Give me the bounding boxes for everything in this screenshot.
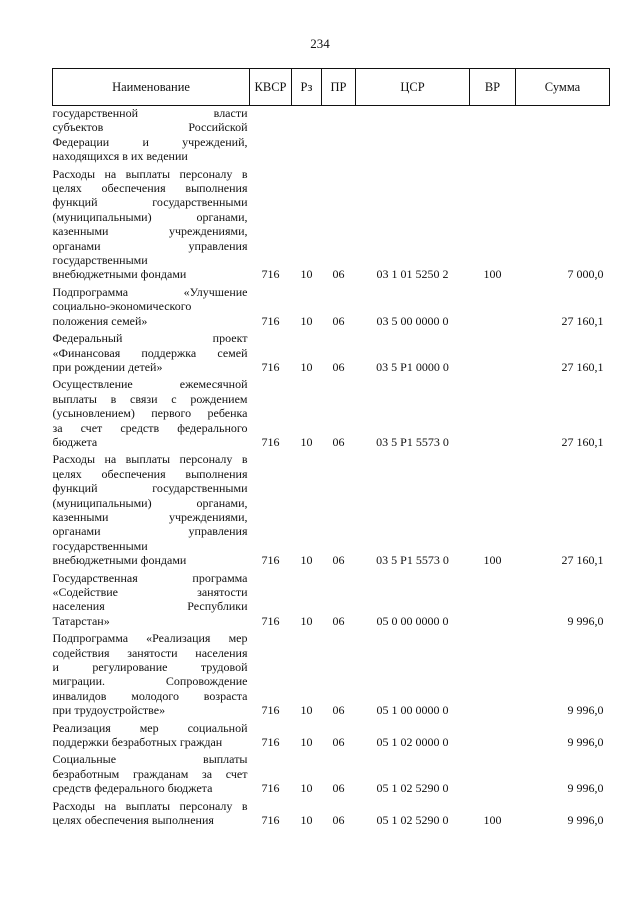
row-name-line: внебюджетными фондами — [52, 267, 187, 282]
row-kvsr — [250, 106, 292, 167]
row-name-line: населения Республики — [52, 599, 248, 614]
row-name-line: Федерации и учреждений, — [52, 134, 248, 149]
row-sum: 27 160,1 — [561, 359, 604, 374]
row-name-line: «Финансовая поддержка семей — [52, 345, 248, 360]
row-name — [53, 106, 250, 167]
row-csr: 03 5 P1 5573 0 — [376, 434, 449, 449]
row-rz — [292, 106, 322, 167]
row-name — [53, 285, 250, 331]
row-vr — [470, 377, 516, 452]
row-name-line: Расходы на выплаты персоналу в — [52, 798, 248, 813]
row-csr: 05 1 00 0000 0 — [376, 703, 449, 718]
table-header — [53, 69, 610, 106]
header-pr: ПР — [322, 69, 356, 106]
row-name-line: целях обеспечения выполнения — [52, 813, 214, 828]
row-pr: 06 — [332, 313, 345, 328]
row-rz: 10 — [300, 781, 313, 796]
row-sum: 27 160,1 — [561, 553, 604, 568]
row-rz: 10 — [300, 813, 313, 828]
row-name-line: поддержки безработных граждан — [52, 735, 223, 750]
header-rz: Рз — [292, 69, 322, 106]
row-vr: 100 — [483, 813, 502, 828]
row-name-line: Расходы на выплаты персоналу в — [52, 166, 248, 181]
row-name — [53, 631, 250, 720]
row-name-line: казенными учреждениями, — [52, 224, 248, 239]
row-vr — [470, 571, 516, 632]
page-number: 234 — [310, 36, 330, 51]
row-name-line: Подпрограмма «Улучшение — [52, 284, 248, 299]
row-sum: 9 996,0 — [567, 781, 604, 796]
row-name-line: целях обеспечения выполнения — [52, 466, 248, 481]
row-csr: 03 1 01 5250 2 — [376, 267, 449, 282]
row-name-line: содействия занятости населения — [52, 645, 248, 660]
row-rz: 10 — [300, 359, 313, 374]
row-name — [53, 452, 250, 570]
table-row — [53, 752, 610, 798]
row-name — [53, 377, 250, 452]
table-row — [53, 167, 610, 285]
row-pr: 06 — [332, 813, 345, 828]
table-row — [53, 331, 610, 377]
row-name-line: органами управления — [52, 524, 248, 539]
row-name — [53, 752, 250, 798]
row-name-line: находящихся в их ведении — [52, 149, 188, 164]
row-sum: 9 996,0 — [567, 813, 604, 828]
row-sum — [516, 106, 610, 167]
row-name — [53, 167, 250, 285]
row-kvsr: 716 — [261, 267, 280, 282]
table-row — [53, 571, 610, 632]
row-name-line: и регулирование трудовой — [52, 660, 248, 675]
row-vr — [470, 285, 516, 331]
row-name-line: миграции. Сопровождение — [52, 674, 248, 689]
row-vr: 100 — [483, 267, 502, 282]
row-kvsr: 716 — [261, 781, 280, 796]
row-name-line: Государственная программа — [52, 570, 248, 585]
row-sum: 9 996,0 — [567, 613, 604, 628]
row-pr: 06 — [332, 703, 345, 718]
row-name-line: выплаты в связи с рождением — [52, 391, 248, 406]
row-csr: 05 0 00 0000 0 — [376, 613, 449, 628]
row-rz: 10 — [300, 735, 313, 750]
row-name-line: Социальные выплаты — [52, 752, 248, 767]
row-name-line: социально-экономического — [52, 299, 192, 314]
table-row — [53, 106, 610, 167]
row-name — [53, 721, 250, 753]
row-name-line: Татарстан» — [52, 613, 110, 628]
row-csr: 03 5 00 0000 0 — [376, 313, 449, 328]
row-name-line: инвалидов молодого возраста — [52, 688, 248, 703]
row-name-line: «Содействие занятости — [52, 585, 248, 599]
row-rz: 10 — [300, 613, 313, 628]
row-name-line: государственной власти — [52, 106, 248, 120]
row-csr: 03 5 P1 5573 0 — [376, 553, 449, 568]
row-rz: 10 — [300, 434, 313, 449]
row-name-line: Расходы на выплаты персоналу в — [52, 452, 248, 467]
row-name-line: Федеральный проект — [52, 331, 248, 346]
row-name-line: Осуществление ежемесячной — [52, 377, 248, 392]
row-vr — [470, 631, 516, 720]
row-name-line: (муниципальными) органами, — [52, 209, 248, 224]
row-kvsr: 716 — [261, 553, 280, 568]
table-row — [53, 721, 610, 753]
row-kvsr: 716 — [261, 359, 280, 374]
row-name-line: при трудоустройстве» — [52, 703, 166, 718]
row-name-line: внебюджетными фондами — [52, 553, 187, 568]
row-kvsr: 716 — [261, 735, 280, 750]
row-name-line: государственными — [52, 253, 148, 268]
row-name-line: (муниципальными) органами, — [52, 495, 248, 510]
row-name-line: Подпрограмма «Реализация мер — [52, 631, 248, 646]
header-name: Наименование — [53, 69, 250, 106]
header-vr: ВР — [470, 69, 516, 106]
row-pr: 06 — [332, 359, 345, 374]
row-name-line: государственными — [52, 538, 148, 553]
row-pr: 06 — [332, 781, 345, 796]
row-vr: 100 — [483, 553, 502, 568]
row-vr — [470, 721, 516, 753]
row-name — [53, 571, 250, 632]
row-pr: 06 — [332, 613, 345, 628]
row-name-line: средств федерального бюджета — [52, 781, 213, 796]
table-row — [53, 285, 610, 331]
row-kvsr: 716 — [261, 313, 280, 328]
header-sum: Сумма — [516, 69, 610, 106]
row-name-line: субъектов Российской — [52, 120, 248, 135]
row-vr — [470, 752, 516, 798]
row-pr: 06 — [332, 267, 345, 282]
row-pr — [322, 106, 356, 167]
row-name — [53, 331, 250, 377]
row-csr: 05 1 02 0000 0 — [376, 735, 449, 750]
table-body — [53, 106, 610, 831]
row-sum: 27 160,1 — [561, 313, 604, 328]
row-pr: 06 — [332, 553, 345, 568]
header-csr: ЦСР — [356, 69, 470, 106]
row-rz: 10 — [300, 703, 313, 718]
row-pr: 06 — [332, 434, 345, 449]
row-name-line: Реализация мер социальной — [52, 720, 248, 735]
row-name-line: за счет средств федерального — [52, 420, 248, 435]
table-row — [53, 631, 610, 720]
row-kvsr: 716 — [261, 613, 280, 628]
row-kvsr: 716 — [261, 434, 280, 449]
row-name-line: функций государственными — [52, 195, 248, 210]
budget-table — [52, 68, 610, 831]
row-name-line: бюджета — [52, 434, 98, 449]
header-kvsr: КВСР — [250, 69, 292, 106]
table-row — [53, 452, 610, 570]
row-name-line: органами управления — [52, 238, 248, 253]
row-vr — [470, 331, 516, 377]
row-name — [53, 799, 250, 831]
row-rz: 10 — [300, 553, 313, 568]
row-pr: 06 — [332, 735, 345, 750]
row-kvsr: 716 — [261, 703, 280, 718]
row-kvsr: 716 — [261, 813, 280, 828]
row-sum: 9 996,0 — [567, 735, 604, 750]
row-csr — [356, 106, 470, 167]
row-name-line: казенными учреждениями, — [52, 509, 248, 524]
row-csr: 03 5 P1 0000 0 — [376, 359, 449, 374]
row-rz: 10 — [300, 313, 313, 328]
row-csr: 05 1 02 5290 0 — [376, 781, 449, 796]
row-name-line: безработным гражданам за счет — [52, 766, 248, 781]
table-row — [53, 377, 610, 452]
row-sum: 9 996,0 — [567, 703, 604, 718]
row-name-line: функций государственными — [52, 481, 248, 496]
row-vr — [470, 106, 516, 167]
row-rz: 10 — [300, 267, 313, 282]
row-sum: 7 000,0 — [567, 267, 604, 282]
row-name-line: целях обеспечения выполнения — [52, 181, 248, 196]
row-csr: 05 1 02 5290 0 — [376, 813, 449, 828]
row-name-line: (усыновлением) первого ребенка — [52, 406, 248, 421]
row-name-line: при рождении детей» — [52, 359, 163, 374]
row-sum: 27 160,1 — [561, 434, 604, 449]
row-name-line: положения семей» — [52, 313, 148, 328]
table-row — [53, 799, 610, 831]
